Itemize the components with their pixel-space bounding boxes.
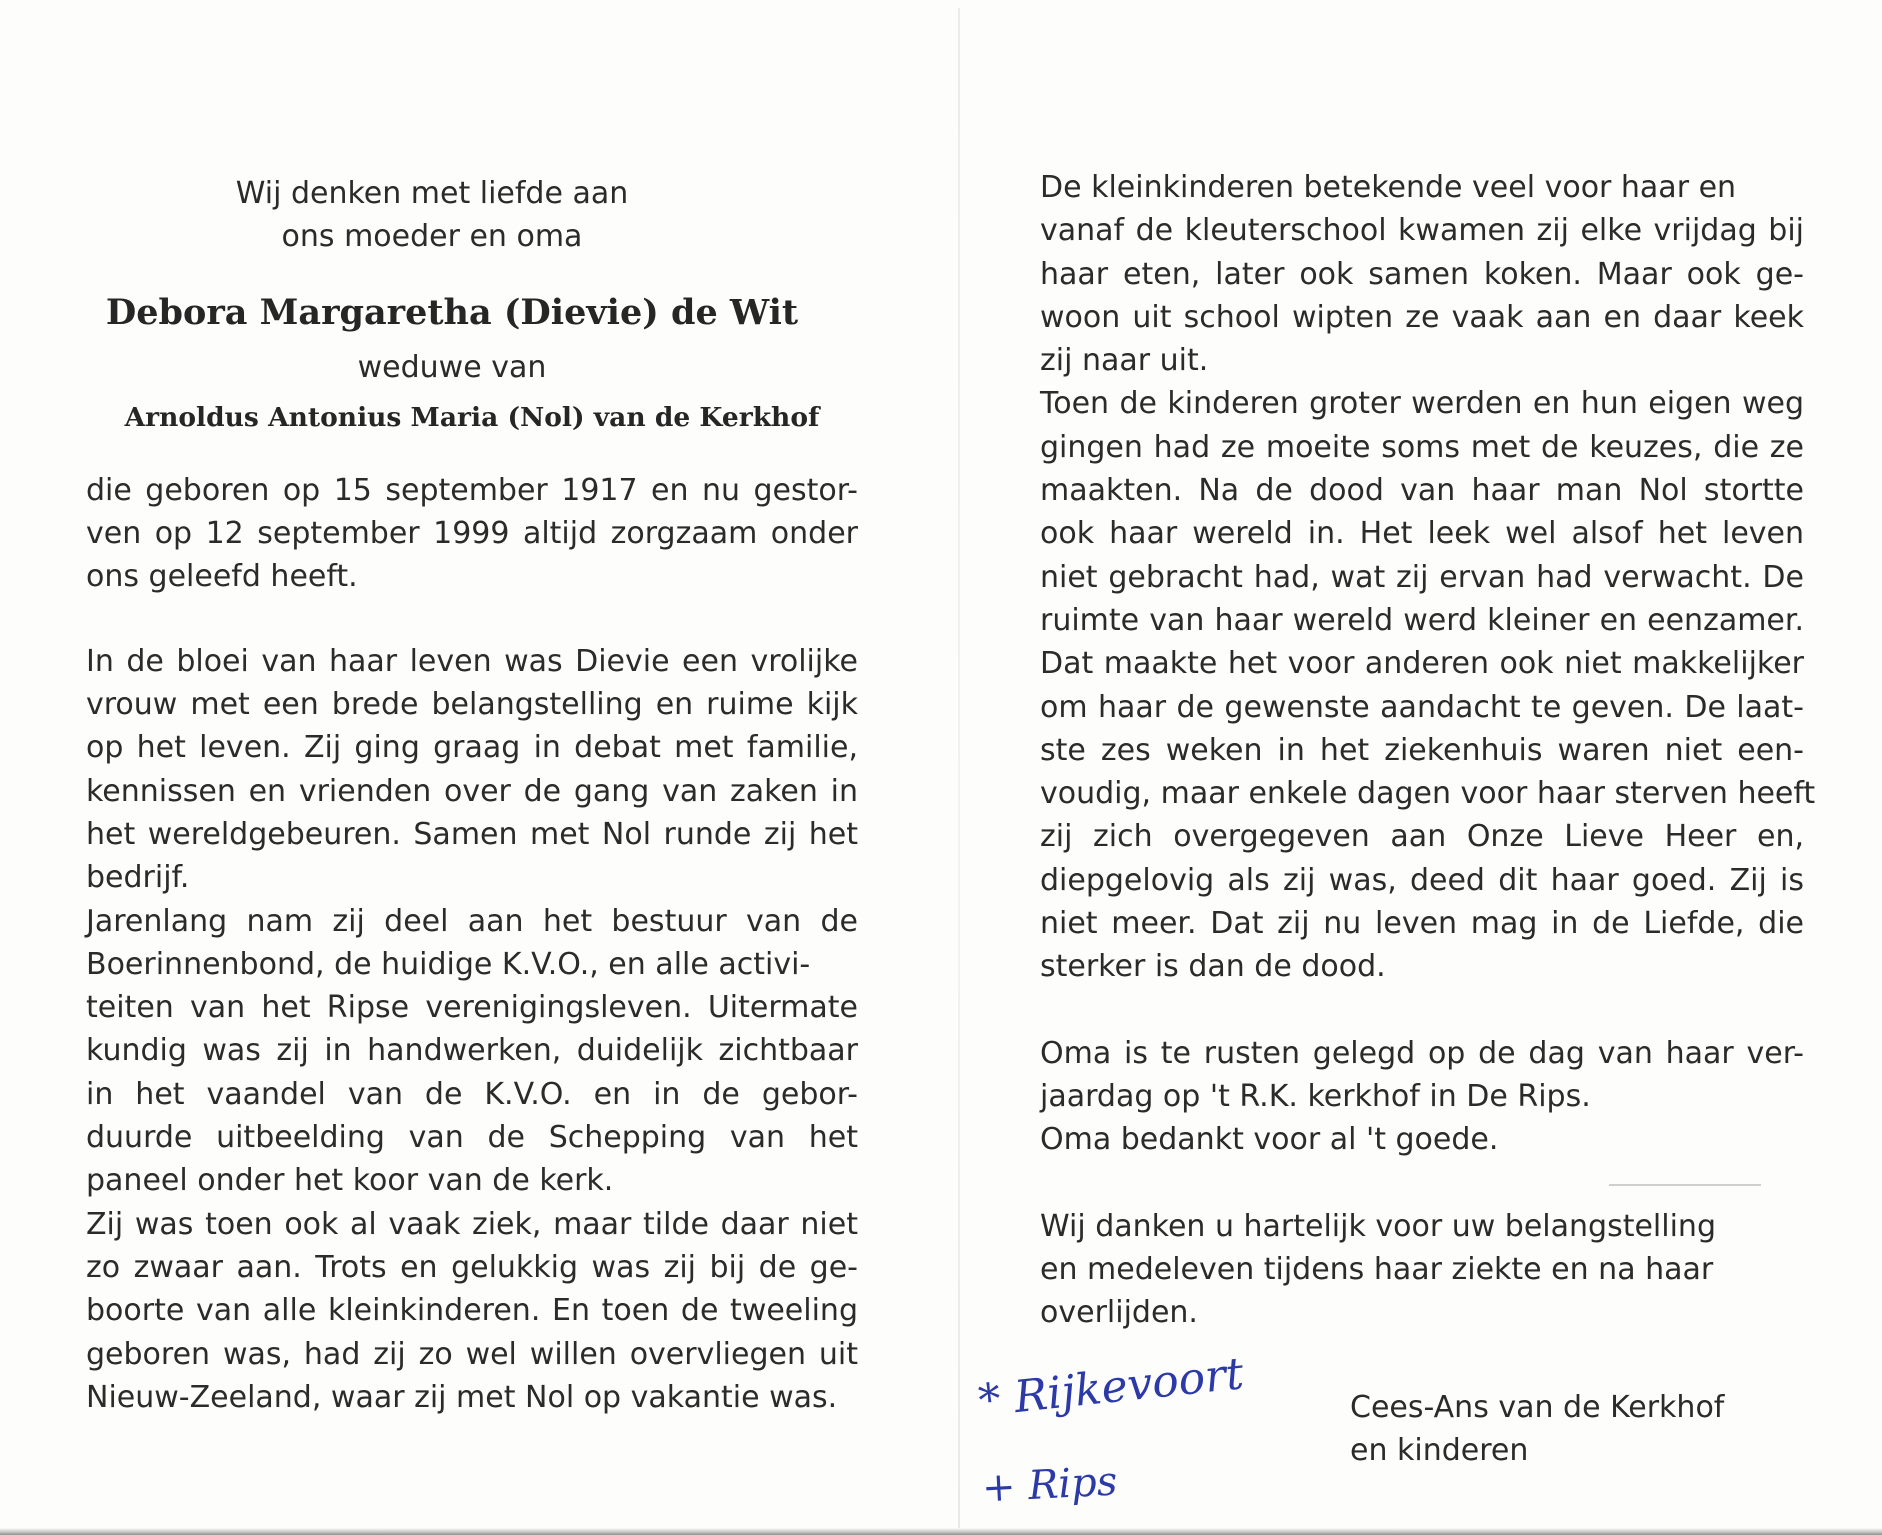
handwritten-deathplace: + Rips (980, 1458, 1119, 1512)
left-page (86, 172, 858, 1419)
thanks-paragraph (1040, 1205, 1804, 1335)
text-line: zij zich overgegeven aan Onze Lieve Heer en, (1040, 819, 1804, 855)
text-line: niet meer. Dat zij nu leven mag in de Liefde, die (1040, 906, 1804, 942)
birth-death-paragraph (86, 469, 858, 599)
text-line: ruimte van haar wereld werd kleiner en eenzamer. (1040, 602, 1804, 638)
text-line: Oma bedankt voor al 't goede. (1040, 1122, 1499, 1158)
text-line: geboren was, had zij zo wel willen overvliegen uit (86, 1336, 858, 1372)
signature-line: Cees-Ans van de Kerkhof (1350, 1390, 1725, 1425)
text-line: Boerinnenbond, de huidige K.V.O., en alle activi- (86, 946, 811, 982)
text-line: niet gebracht had, wat zij ervan had verwacht. De (1040, 559, 1804, 595)
text-line: in het vaandel van de K.V.O. en in de gebor- (86, 1076, 858, 1112)
intro-text (46, 172, 818, 259)
text-line: woon uit school wipten ze vaak aan en daar keek (1040, 299, 1804, 335)
text-line: haar eten, later ook samen koken. Maar ook ge- (1040, 256, 1804, 292)
handwritten-birthplace: * Rijkevoort (976, 1348, 1247, 1427)
text-line: jaardag op 't R.K. kerkhof in De Rips. (1040, 1078, 1591, 1114)
card-fold (958, 8, 960, 1528)
intro-line: Wij denken met liefde aan (235, 176, 629, 211)
text-line: en medeleven tijdens haar ziekte en na haar (1040, 1251, 1714, 1287)
deceased-name: Debora Margaretha (Dievie) de Wit (105, 291, 799, 333)
text-line: De kleinkinderen betekende veel voor haar en (1040, 170, 1737, 205)
text-line: Wij danken u hartelijk voor uw belangstelling (1040, 1208, 1716, 1244)
text-line: op het leven. Zij ging graag in debat met familie, (86, 730, 858, 766)
text-line: het wereldgebeuren. Samen met Nol runde zij het (86, 816, 858, 852)
text-line: kennissen en vrienden over de gang van zaken in (86, 773, 858, 809)
text-line: overlijden. (1040, 1295, 1198, 1331)
text-line: ook haar wereld in. Het leek wel alsof het leven (1040, 516, 1804, 552)
intro-line: ons moeder en oma (281, 219, 583, 255)
text-line: ons geleefd heeft. (86, 559, 358, 595)
text-line: die geboren op 15 september 1917 en nu gestor- (86, 472, 858, 508)
text-line: Zij was toen ook al vaak ziek, maar tilde daar niet (86, 1206, 858, 1242)
text-line: Toen de kinderen groter werden en hun eigen weg (1040, 386, 1804, 422)
text-line: Jarenlang nam zij deel aan het bestuur van de (86, 903, 858, 939)
text-line: vrouw met een brede belangstelling en ruime kijk (86, 687, 858, 723)
text-line: boorte van alle kleinkinderen. En toen de tweeling (86, 1293, 858, 1329)
text-line: Nieuw-Zeeland, waar zij met Nol op vakantie was. (86, 1379, 838, 1415)
divider-line (1609, 1184, 1761, 1186)
burial-paragraph (1040, 1032, 1804, 1162)
text-line: gingen had ze moeite soms met de keuzes, die ze (1040, 429, 1804, 465)
text-line: Oma is te rusten gelegd op de dag van haar ver- (1040, 1035, 1804, 1071)
text-line: diepgelovig als zij was, deed dit haar goed. Zij is (1040, 862, 1804, 898)
text-line: zij naar uit. (1040, 343, 1209, 379)
text-line: om haar de gewenste aandacht te geven. De laat- (1040, 689, 1804, 725)
signature-line: en kinderen (1350, 1433, 1529, 1468)
text-line: sterker is dan de dood. (1040, 949, 1386, 985)
signature-block (1350, 1386, 1724, 1472)
text-line: kundig was zij in handwerken, duidelijk zichtbaar (86, 1033, 858, 1069)
text-line: maakten. Na de dood van haar man Nol stortte (1040, 473, 1804, 509)
text-line: In de bloei van haar leven was Dievie een vrolijke (86, 643, 858, 679)
text-line: paneel onder het koor van de kerk. (86, 1163, 614, 1199)
life-paragraph (86, 640, 858, 1419)
card-bottom-edge (0, 1528, 1882, 1535)
text-line: Dat maakte het voor anderen ook niet makkelijker (1040, 646, 1804, 682)
text-line: voudig, maar enkele dagen voor haar sterven heeft (1040, 776, 1816, 812)
widow-of-label: weduwe van (357, 349, 547, 385)
text-line: duurde uitbeelding van de Schepping van het (86, 1120, 858, 1156)
text-line: teiten van het Ripse verenigingsleven. Uitermate (86, 990, 858, 1026)
grandchildren-paragraph (1040, 166, 1816, 989)
husband-name: Arnoldus Antonius Maria (Nol) van de Kerkhof (124, 401, 820, 433)
text-line: ste zes weken in het ziekenhuis waren niet een- (1040, 732, 1804, 768)
text-line: ven op 12 september 1999 altijd zorgzaam onder (86, 516, 858, 552)
text-line: zo zwaar aan. Trots en gelukkig was zij bij de ge- (86, 1249, 858, 1285)
text-line: vanaf de kleuterschool kwamen zij elke vrijdag bij (1040, 213, 1804, 249)
right-page (1040, 166, 1816, 1334)
text-line: bedrijf. (86, 860, 190, 896)
